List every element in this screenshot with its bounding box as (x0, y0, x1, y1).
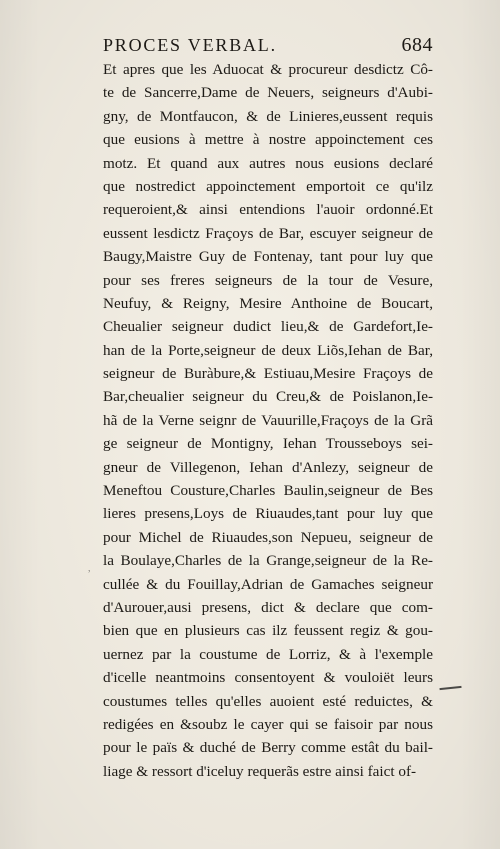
text-line: Meneftou Cousture,Charles Baulin,seigneur de Bes (103, 482, 433, 500)
text-line: Et apres que les Aduocat & procureur desdictz Cô- (103, 61, 433, 78)
catchword-mark (438, 676, 461, 690)
text-line: que nostredict appoinctement emportoit ce qu'ilz (103, 177, 433, 195)
text-line: d'Aurouer,ausi presens, dict & declare que com- (103, 598, 433, 616)
page-number: 684 (401, 34, 433, 56)
text-line: pour ses freres seigneurs de la tour de Vesure, (103, 271, 433, 289)
text-line: gny, de Montfaucon, & de Linieres,eussent requis (103, 107, 433, 125)
text-line: pour le païs & duché de Berry comme estât du bail- (103, 739, 433, 757)
running-title: PROCES VERBAL. (103, 35, 277, 55)
text-line: Bar,cheualier seigneur du Creu,& de Poislanon,Ie- (103, 388, 433, 406)
text-line: gneur de Villegenon, Iehan d'Anlezy, seigneur de (103, 458, 433, 476)
text-line: requeroient,& ainsi entendions l'auoir ordonné.Et (103, 201, 433, 219)
text-line: hã de la Verne seignr de Vauurille,Fraçoys de la Grã (103, 411, 433, 429)
text-line: d'icelle neantmoins consentoyent & vouloiët leurs (103, 669, 433, 687)
text-line: Neufuy, & Reigny, Mesire Anthoine de Boucart, (103, 294, 433, 312)
text-line: han de la Porte,seigneur de deux Liõs,Iehan de Bar, (103, 341, 433, 359)
text-line: cullée & du Fouillay,Adrian de Gamaches seigneur (103, 575, 433, 593)
text-line: pour Michel de Riuaudes,son Nepueu, seigneur de (103, 528, 433, 546)
text-line: coustumes telles qu'elles auoient esté reduictes, & (103, 692, 433, 710)
text-line: ge seigneur de Montigny, Iehan Trousseboys sei- (103, 435, 433, 453)
text-line: te de Sancerre,Dame de Neuers, seigneurs d'Aubi- (103, 84, 433, 102)
text-line: que eusions à mettre à nostre appoinctement ces (103, 131, 433, 149)
text-line: bien que en plusieurs cas ilz feussent regiz & gou- (103, 622, 433, 640)
body-text (103, 58, 433, 783)
text-line: Cheualier seigneur dudict lieu,& de Gardefort,Ie- (103, 318, 433, 336)
text-line: Baugy,Maistre Guy de Fontenay, tant pour luy que (103, 248, 433, 266)
text-line: eussent lesdictz Fraçoys de Bar, escuyer seigneur de (103, 224, 433, 242)
text-line: redigées en &soubz le cayer qui se faisoir par nous (103, 715, 433, 733)
text-line: la Boulaye,Charles de la Grange,seigneur de la Re- (103, 552, 433, 570)
margin-mark: , (88, 563, 91, 574)
text-line: liage & ressort d'iceluy requerãs estre ainsi faict of- (103, 762, 417, 780)
text-line: seigneur de Buràbure,& Estiuau,Mesire Fraçoys de (103, 365, 433, 383)
text-line: uernez par la coustume de Lorriz, & à l'exemple (103, 645, 433, 663)
running-header (103, 34, 433, 58)
text-line: lieres presens,Loys de Riuaudes,tant pour luy que (103, 505, 433, 523)
text-line: motz. Et quand aux autres nous eusions declaré (103, 154, 433, 172)
